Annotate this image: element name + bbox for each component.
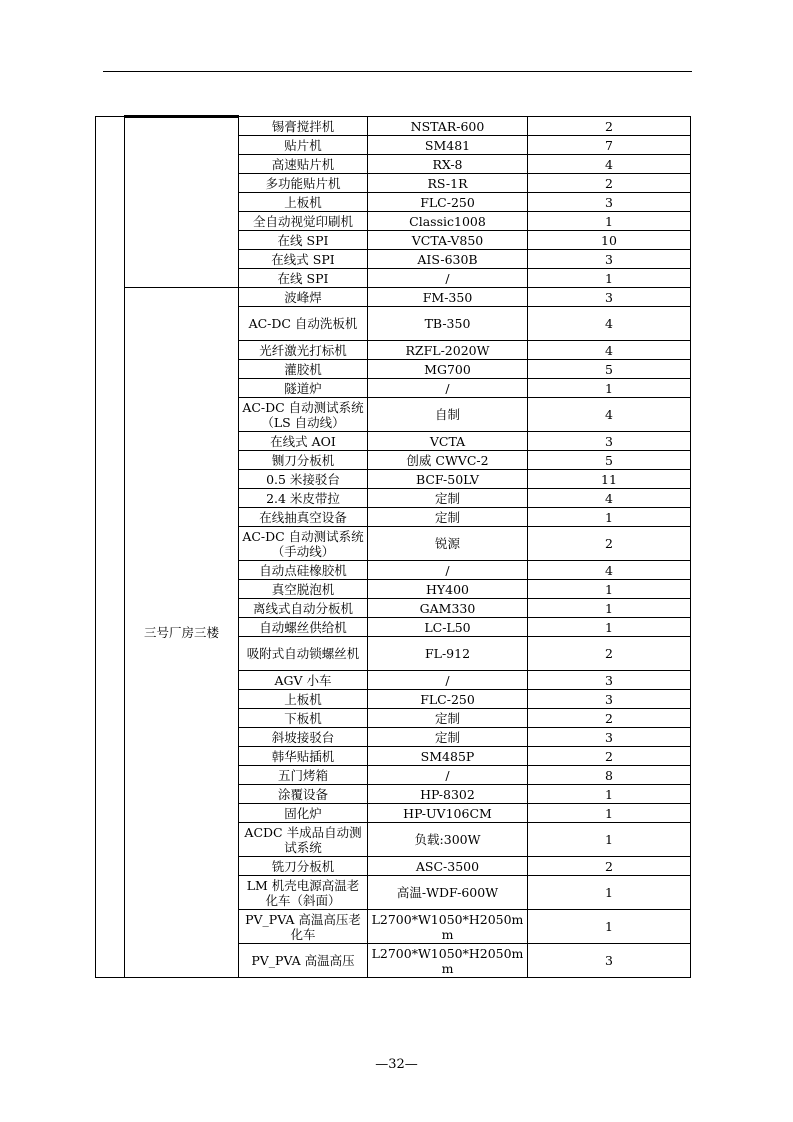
equipment-table-body: [96, 117, 691, 978]
equipment-name-cell: 隧道炉: [239, 379, 368, 398]
quantity-cell: 2: [528, 747, 691, 766]
quantity-cell: 1: [528, 876, 691, 910]
quantity-cell: 1: [528, 580, 691, 599]
model-cell: NSTAR-600: [368, 117, 528, 136]
model-cell: Classic1008: [368, 212, 528, 231]
quantity-cell: 1: [528, 379, 691, 398]
quantity-cell: 3: [528, 432, 691, 451]
equipment-name-cell: 2.4 米皮带拉: [239, 489, 368, 508]
equipment-name-cell: 0.5 米接驳台: [239, 470, 368, 489]
model-cell: 高温-WDF-600W: [368, 876, 528, 910]
quantity-cell: 8: [528, 766, 691, 785]
quantity-cell: 2: [528, 637, 691, 671]
quantity-cell: 3: [528, 944, 691, 978]
quantity-cell: 1: [528, 785, 691, 804]
quantity-cell: 1: [528, 599, 691, 618]
table-row: [96, 117, 691, 136]
equipment-name-cell: PV_PVA 高温高压: [239, 944, 368, 978]
equipment-name-cell: 自动点硅橡胶机: [239, 561, 368, 580]
model-cell: /: [368, 671, 528, 690]
location-cell: 三号厂房三楼: [125, 288, 239, 978]
equipment-name-cell: 多功能贴片机: [239, 174, 368, 193]
model-cell: RX-8: [368, 155, 528, 174]
model-cell: 定制: [368, 728, 528, 747]
equipment-name-cell: 斜坡接驳台: [239, 728, 368, 747]
model-cell: 自制: [368, 398, 528, 432]
quantity-cell: 2: [528, 174, 691, 193]
model-cell: HY400: [368, 580, 528, 599]
equipment-name-cell: LM 机壳电源高温老化车（斜面）: [239, 876, 368, 910]
model-cell: FL-912: [368, 637, 528, 671]
equipment-name-cell: AC-DC 自动洗板机: [239, 307, 368, 341]
equipment-name-cell: 真空脱泡机: [239, 580, 368, 599]
equipment-name-cell: 铣刀分板机: [239, 857, 368, 876]
quantity-cell: 4: [528, 341, 691, 360]
quantity-cell: 3: [528, 250, 691, 269]
model-cell: RS-1R: [368, 174, 528, 193]
model-cell: BCF-50LV: [368, 470, 528, 489]
quantity-cell: 3: [528, 193, 691, 212]
equipment-name-cell: PV_PVA 高温高压老化车: [239, 910, 368, 944]
quantity-cell: 4: [528, 561, 691, 580]
model-cell: L2700*W1050*H2050mm: [368, 910, 528, 944]
model-cell: L2700*W1050*H2050mm: [368, 944, 528, 978]
quantity-cell: 4: [528, 307, 691, 341]
quantity-cell: 10: [528, 231, 691, 250]
quantity-cell: 2: [528, 117, 691, 136]
model-cell: /: [368, 379, 528, 398]
model-cell: 创威 CWVC-2: [368, 451, 528, 470]
model-cell: SM485P: [368, 747, 528, 766]
quantity-cell: 2: [528, 709, 691, 728]
quantity-cell: 7: [528, 136, 691, 155]
equipment-name-cell: 韩华贴插机: [239, 747, 368, 766]
quantity-cell: 1: [528, 212, 691, 231]
equipment-name-cell: 固化炉: [239, 804, 368, 823]
equipment-name-cell: 离线式自动分板机: [239, 599, 368, 618]
quantity-cell: 11: [528, 470, 691, 489]
model-cell: TB-350: [368, 307, 528, 341]
equipment-name-cell: AC-DC 自动测试系统（LS 自动线）: [239, 398, 368, 432]
model-cell: /: [368, 561, 528, 580]
quantity-cell: 1: [528, 508, 691, 527]
model-cell: MG700: [368, 360, 528, 379]
quantity-cell: 1: [528, 804, 691, 823]
equipment-name-cell: 贴片机: [239, 136, 368, 155]
equipment-name-cell: 五门烤箱: [239, 766, 368, 785]
quantity-cell: 1: [528, 910, 691, 944]
quantity-cell: 2: [528, 527, 691, 561]
quantity-cell: 2: [528, 857, 691, 876]
equipment-name-cell: 上板机: [239, 193, 368, 212]
equipment-name-cell: 在线 SPI: [239, 269, 368, 288]
equipment-name-cell: 灌胶机: [239, 360, 368, 379]
equipment-name-cell: 高速贴片机: [239, 155, 368, 174]
quantity-cell: 4: [528, 155, 691, 174]
model-cell: FLC-250: [368, 193, 528, 212]
model-cell: GAM330: [368, 599, 528, 618]
equipment-name-cell: 全自动视觉印刷机: [239, 212, 368, 231]
quantity-cell: 3: [528, 288, 691, 307]
model-cell: 定制: [368, 508, 528, 527]
model-cell: ASC-3500: [368, 857, 528, 876]
quantity-cell: 1: [528, 823, 691, 857]
equipment-name-cell: 在线抽真空设备: [239, 508, 368, 527]
quantity-cell: 3: [528, 728, 691, 747]
equipment-name-cell: AC-DC 自动测试系统（手动线）: [239, 527, 368, 561]
equipment-name-cell: 在线式 AOI: [239, 432, 368, 451]
model-cell: FM-350: [368, 288, 528, 307]
model-cell: FLC-250: [368, 690, 528, 709]
equipment-table: [95, 115, 691, 978]
model-cell: 负载:300W: [368, 823, 528, 857]
equipment-name-cell: ACDC 半成品自动测试系统: [239, 823, 368, 857]
model-cell: 定制: [368, 489, 528, 508]
quantity-cell: 5: [528, 451, 691, 470]
equipment-name-cell: AGV 小车: [239, 671, 368, 690]
model-cell: RZFL-2020W: [368, 341, 528, 360]
quantity-cell: 3: [528, 690, 691, 709]
quantity-cell: 4: [528, 489, 691, 508]
equipment-name-cell: 吸附式自动锁螺丝机: [239, 637, 368, 671]
quantity-cell: 1: [528, 269, 691, 288]
quantity-cell: 1: [528, 618, 691, 637]
equipment-name-cell: 锡膏搅拌机: [239, 117, 368, 136]
model-cell: HP-UV106CM: [368, 804, 528, 823]
quantity-cell: 3: [528, 671, 691, 690]
model-cell: VCTA: [368, 432, 528, 451]
quantity-cell: 4: [528, 398, 691, 432]
equipment-name-cell: 自动螺丝供给机: [239, 618, 368, 637]
location-cell: [125, 117, 239, 288]
model-cell: /: [368, 269, 528, 288]
equipment-name-cell: 波峰焊: [239, 288, 368, 307]
equipment-name-cell: 下板机: [239, 709, 368, 728]
model-cell: SM481: [368, 136, 528, 155]
equipment-name-cell: 在线 SPI: [239, 231, 368, 250]
equipment-name-cell: 在线式 SPI: [239, 250, 368, 269]
model-cell: VCTA-V850: [368, 231, 528, 250]
equipment-name-cell: 上板机: [239, 690, 368, 709]
model-cell: 定制: [368, 709, 528, 728]
model-cell: LC-L50: [368, 618, 528, 637]
model-cell: 锐源: [368, 527, 528, 561]
index-column-cell: [96, 117, 125, 978]
model-cell: AIS-630B: [368, 250, 528, 269]
header-rule: [103, 71, 692, 72]
model-cell: /: [368, 766, 528, 785]
page-number: —32—: [375, 1057, 418, 1072]
equipment-name-cell: 铡刀分板机: [239, 451, 368, 470]
quantity-cell: 5: [528, 360, 691, 379]
equipment-name-cell: 光纤激光打标机: [239, 341, 368, 360]
equipment-name-cell: 涂覆设备: [239, 785, 368, 804]
model-cell: HP-8302: [368, 785, 528, 804]
table-row: [96, 288, 691, 307]
